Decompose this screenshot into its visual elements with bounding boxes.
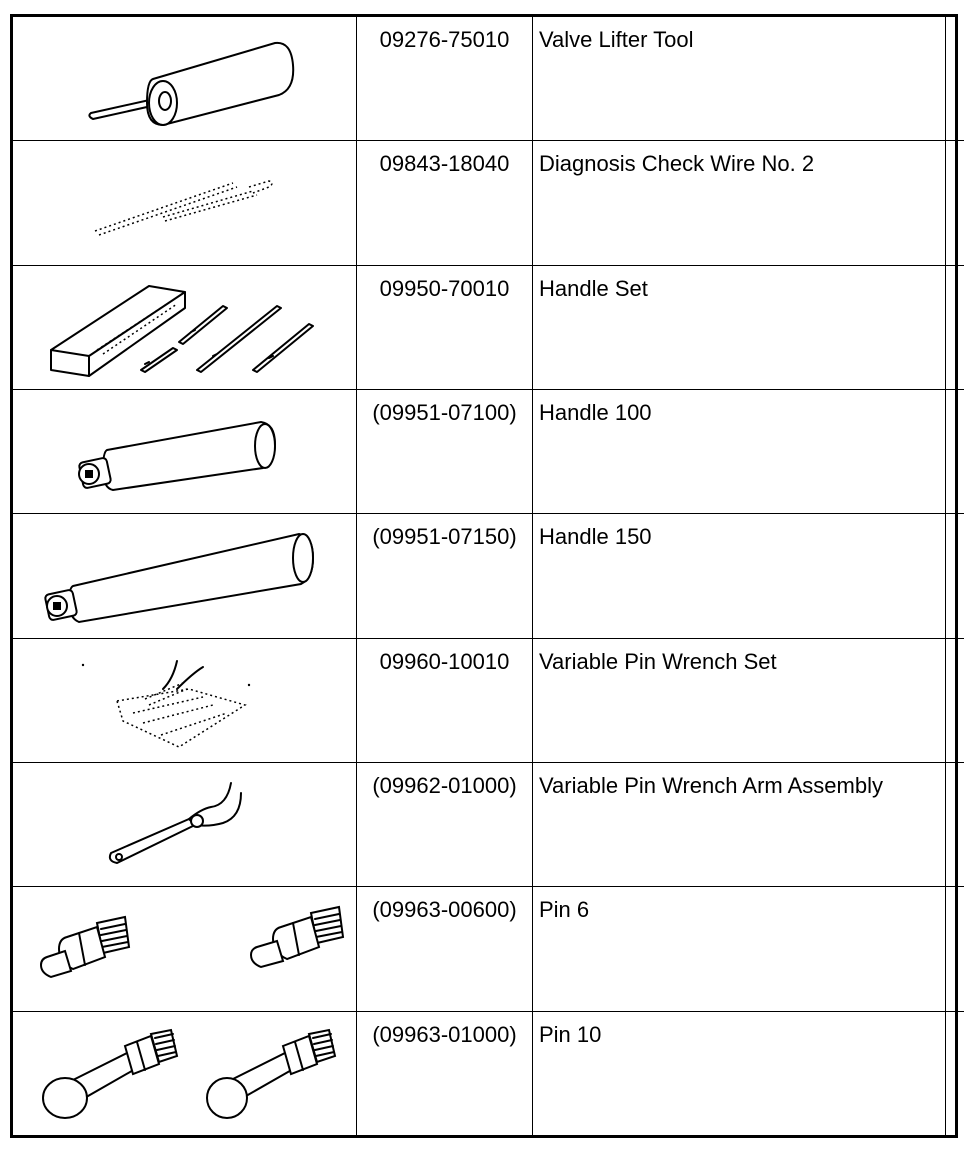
- blank-cell: [946, 141, 965, 265]
- pin-10-illustration: [13, 1012, 356, 1134]
- blank-cell: [946, 265, 965, 389]
- tool-name: Handle 100: [533, 389, 946, 513]
- illustration-cell: [13, 638, 357, 762]
- handle-150-illustration: [13, 514, 356, 636]
- illustration-cell: [13, 1011, 357, 1135]
- illustration-cell: [13, 389, 357, 513]
- blank-cell: [946, 389, 965, 513]
- special-tools-table: [13, 17, 964, 1135]
- table-row: [13, 638, 964, 762]
- tool-name: Pin 6: [533, 887, 946, 1011]
- blank-cell: [946, 1011, 965, 1135]
- tool-name: Variable Pin Wrench Arm Assembly: [533, 762, 946, 886]
- tool-name: Diagnosis Check Wire No. 2: [533, 141, 946, 265]
- tool-name: Variable Pin Wrench Set: [533, 638, 946, 762]
- table-row: [13, 141, 964, 265]
- table-row: [13, 1011, 964, 1135]
- tool-name: Pin 10: [533, 1011, 946, 1135]
- blank-cell: [946, 514, 965, 638]
- part-number: 09276-75010: [357, 17, 533, 141]
- blank-cell: [946, 638, 965, 762]
- tool-table-frame: [10, 14, 958, 1138]
- table-row: [13, 17, 964, 141]
- check-wire-illustration: [13, 141, 356, 263]
- tool-name: Valve Lifter Tool: [533, 17, 946, 141]
- pin-wrench-arm-illustration: [13, 763, 356, 885]
- illustration-cell: [13, 17, 357, 141]
- tool-name: Handle Set: [533, 265, 946, 389]
- blank-cell: [946, 762, 965, 886]
- illustration-cell: [13, 887, 357, 1011]
- illustration-cell: [13, 265, 357, 389]
- pin-6-illustration: [13, 887, 356, 1009]
- part-number: 09950-70010: [357, 265, 533, 389]
- part-number: (09951-07100): [357, 389, 533, 513]
- table-row: [13, 265, 964, 389]
- tool-name: Handle 150: [533, 514, 946, 638]
- handle-100-illustration: [13, 390, 356, 512]
- blank-cell: [946, 887, 965, 1011]
- table-row: [13, 389, 964, 513]
- illustration-cell: [13, 514, 357, 638]
- part-number: (09963-01000): [357, 1011, 533, 1135]
- part-number: (09951-07150): [357, 514, 533, 638]
- valve-lifter-tool-illustration: [13, 17, 356, 139]
- illustration-cell: [13, 762, 357, 886]
- handle-set-illustration: [13, 266, 356, 388]
- blank-cell: [946, 17, 965, 141]
- illustration-cell: [13, 141, 357, 265]
- part-number: (09962-01000): [357, 762, 533, 886]
- part-number: (09963-00600): [357, 887, 533, 1011]
- table-row: [13, 514, 964, 638]
- table-row: [13, 887, 964, 1011]
- part-number: 09843-18040: [357, 141, 533, 265]
- pin-wrench-set-illustration: [13, 639, 356, 761]
- part-number: 09960-10010: [357, 638, 533, 762]
- table-row: [13, 762, 964, 886]
